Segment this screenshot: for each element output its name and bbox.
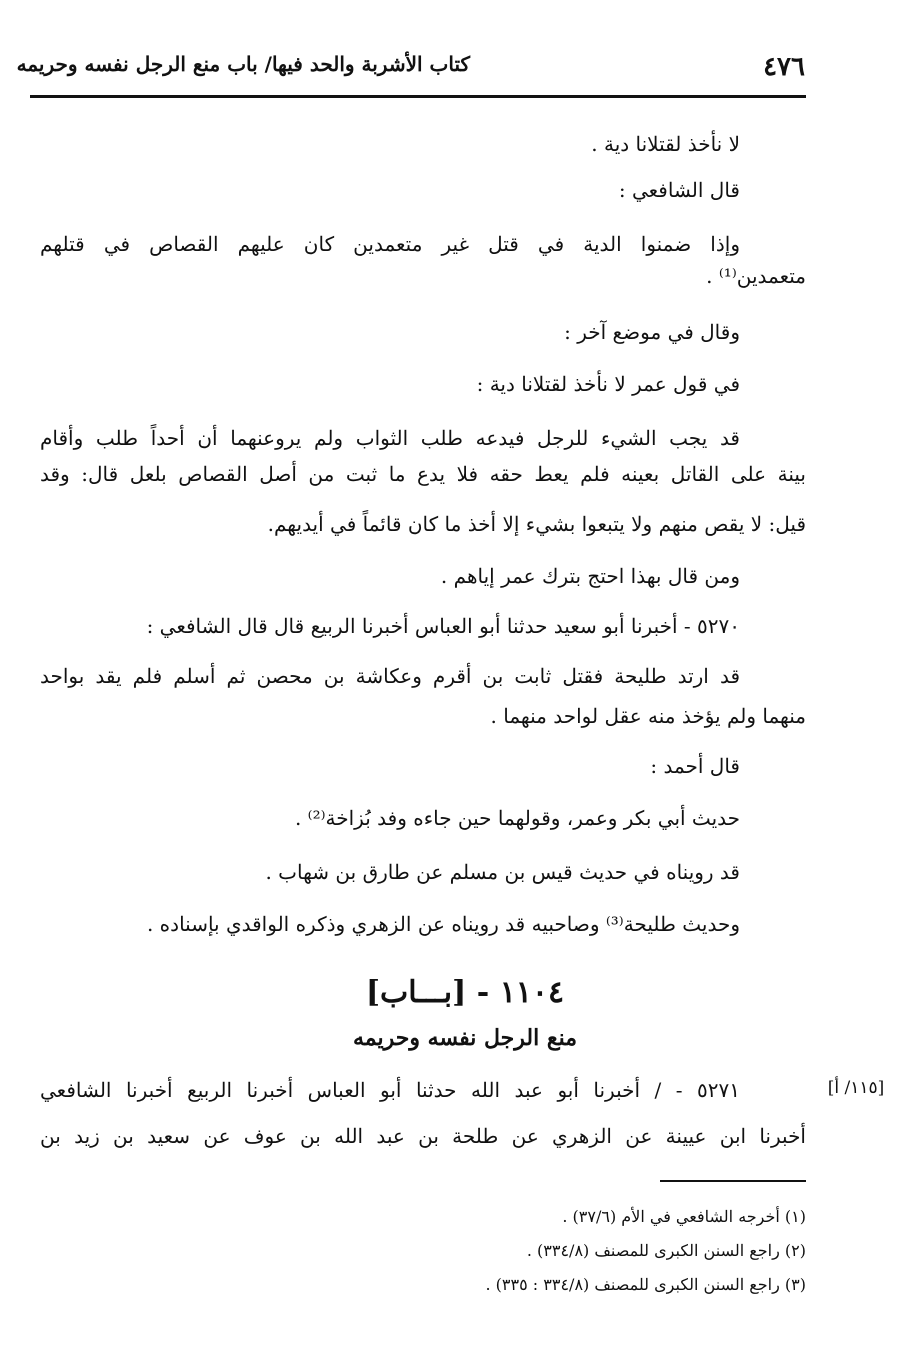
- body-line: ومن قال بهذا احتج بترك عمر إياهم .: [440, 564, 740, 588]
- body-line: قد ارتد طليحة فقتل ثابت بن أقرم وعكاشة بن محصن ثم أسلم فلم يقد بواحد: [40, 664, 740, 688]
- body-line: حديث أبي بكر وعمر، وقولهما حين جاءه وفد بُزاخة⁽²⁾ .: [294, 806, 740, 830]
- body-line: قد رويناه في حديث قيس بن مسلم عن طارق بن شهاب .: [265, 860, 740, 884]
- body-line: لا نأخذ لقتلانا دية .: [591, 132, 740, 156]
- page-number: ٤٧٦: [763, 52, 805, 82]
- footnote-rule: [660, 1180, 806, 1182]
- section-number: ١١٠٤ - [بـــاب]: [365, 975, 565, 1010]
- body-line: قد يجب الشيء للرجل فيدعه طلب الثواب ولم يروعنهما أن أحداً طلب وأقام: [40, 426, 740, 450]
- body-line: متعمدين⁽¹⁾ .: [706, 264, 806, 288]
- body-line: وقال في موضع آخر :: [564, 320, 740, 344]
- body-line: وحديث طليحة⁽³⁾ وصاحبيه قد رويناه عن الزهري وذكره الواقدي بإسناده .: [146, 912, 740, 936]
- footnote: (١) أخرجه الشافعي في الأم (٣٧/٦) .: [562, 1207, 806, 1226]
- body-line: وإذا ضمنوا الدية في قتل غير متعمدين كان عليهم القصاص في قتلهم: [40, 232, 740, 256]
- section-title: منع الرجل نفسه وحريمه: [353, 1025, 577, 1051]
- body-line: منهما ولم يؤخذ منه عقل لواحد منهما .: [490, 704, 806, 728]
- manuscript-folio-note: [١١٥/ أ]: [827, 1078, 885, 1098]
- footnote: (٢) راجع السنن الكبرى للمصنف (٣٣٤/٨) .: [526, 1241, 806, 1260]
- body-line: في قول عمر لا نأخذ لقتلانا دية :: [476, 372, 740, 396]
- footnote: (٣) راجع السنن الكبرى للمصنف (٣٣٤/٨ : ٣٣٥) .: [485, 1275, 806, 1294]
- body-line: قيل: لا يقص منهم ولا يتبعوا بشيء إلا أخذ ما كان قائماً في أيديهم.: [267, 512, 806, 536]
- running-title: كتاب الأشربة والحد فيها/ باب منع الرجل نفسه وحريمه: [16, 52, 470, 76]
- body-line: قال أحمد :: [650, 754, 740, 778]
- body-line: بينة على القاتل بعينه فلم يعط حقه فلا يدع ما ثبت من أصل القصاص بلعل قال: وقد: [40, 462, 806, 486]
- header-rule: [30, 95, 806, 98]
- body-line: ٥٢٧١ - / أخبرنا أبو عبد الله حدثنا أبو العباس أخبرنا الربيع أخبرنا الشافعي: [40, 1078, 740, 1102]
- body-line: أخبرنا ابن عيينة عن الزهري عن طلحة بن عبد الله بن عوف عن سعيد بن زيد بن: [40, 1124, 806, 1148]
- body-line: قال الشافعي :: [618, 178, 740, 202]
- body-line: ٥٢٧٠ - أخبرنا أبو سعيد حدثنا أبو العباس أخبرنا الربيع قال قال الشافعي :: [146, 614, 740, 638]
